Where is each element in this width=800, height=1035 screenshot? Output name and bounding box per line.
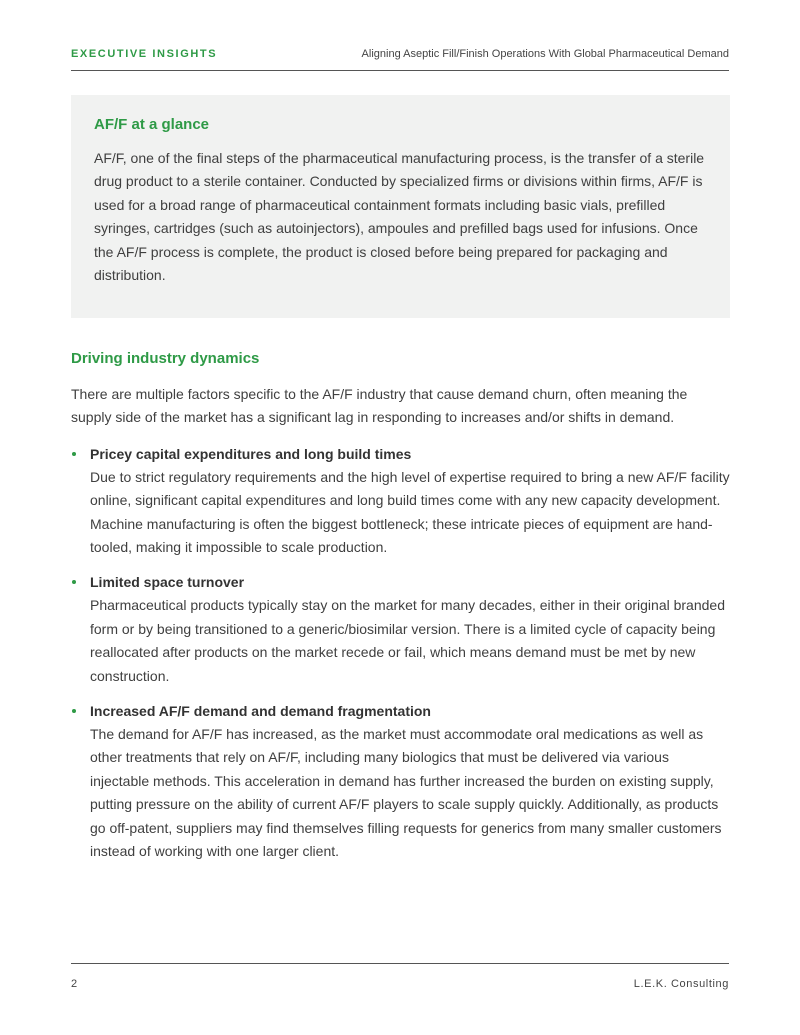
- bullet-icon: [72, 709, 76, 713]
- list-item: [71, 700, 731, 863]
- bullet-title: Increased AF/F demand and demand fragmentation: [90, 703, 431, 720]
- bullet-icon: [72, 580, 76, 584]
- bullet-title: Pricey capital expenditures and long build times: [90, 445, 412, 462]
- document-title: Aligning Aseptic Fill/Finish Operations With Global Pharmaceutical Demand: [361, 48, 729, 60]
- bullet-body: Pharmaceutical products typically stay on the market for many decades, either in their original branded form or by being transitioned to a generic/biosimilar version. There is a limited cycle of capacity being reallocated after products on the market recede or fail, which means demand must be met by new construction.: [90, 597, 725, 684]
- page-footer: [71, 963, 729, 991]
- page-header: [71, 47, 729, 71]
- section-intro: There are multiple factors specific to the AF/F industry that cause demand churn, often meaning the supply side of the market has a significant lag in responding to increases and/or shifts in demand.: [71, 386, 688, 426]
- glance-title: AF/F at a glance: [94, 116, 210, 133]
- main-section: [71, 348, 731, 876]
- section-label: EXECUTIVE INSIGHTS: [71, 48, 218, 60]
- bullet-icon: [72, 452, 76, 456]
- bullet-title: Limited space turnover: [90, 574, 245, 591]
- list-item: [71, 571, 731, 688]
- bullet-list: [71, 443, 731, 864]
- page-number: 2: [71, 978, 78, 990]
- firm-name: L.E.K. Consulting: [633, 978, 729, 990]
- bullet-body: Due to strict regulatory requirements and the high level of expertise required to bring a new AF/F facility online, significant capital expenditures and long build times come with any new capacity development. Machine manufacturing is often the biggest bottleneck; these intricate pieces of equipment are hand-tooled, making it impossible to scale production.: [90, 468, 730, 556]
- bullet-body: The demand for AF/F has increased, as the market must accommodate oral medications as well as other treatments that rely on AF/F, including many biologics that must be delivered via various injectable methods. This acceleration in demand has further increased the burden on existing supply, putting pressure on the ability of current AF/F players to scale supply quickly. Additionally, as products go off-patent, suppliers may find themselves filling requests for generics from many smaller customers instead of working with one larger client.: [90, 726, 722, 860]
- glance-body: AF/F, one of the final steps of the pharmaceutical manufacturing process, is the transfer of a sterile drug product to a sterile container. Conducted by specialized firms or divisions within firms, AF/F is used for a broad range of pharmaceutical containment formats including basic vials, prefilled syringes, cartridges (such as autoinjectors), ampoules and prefilled bags used for infusions. Once the AF/F process is complete, the product is closed before being prepared for packaging and distribution.: [94, 150, 705, 284]
- list-item: [71, 443, 731, 560]
- glance-callout-box: [71, 95, 730, 318]
- section-title: Driving industry dynamics: [71, 350, 260, 367]
